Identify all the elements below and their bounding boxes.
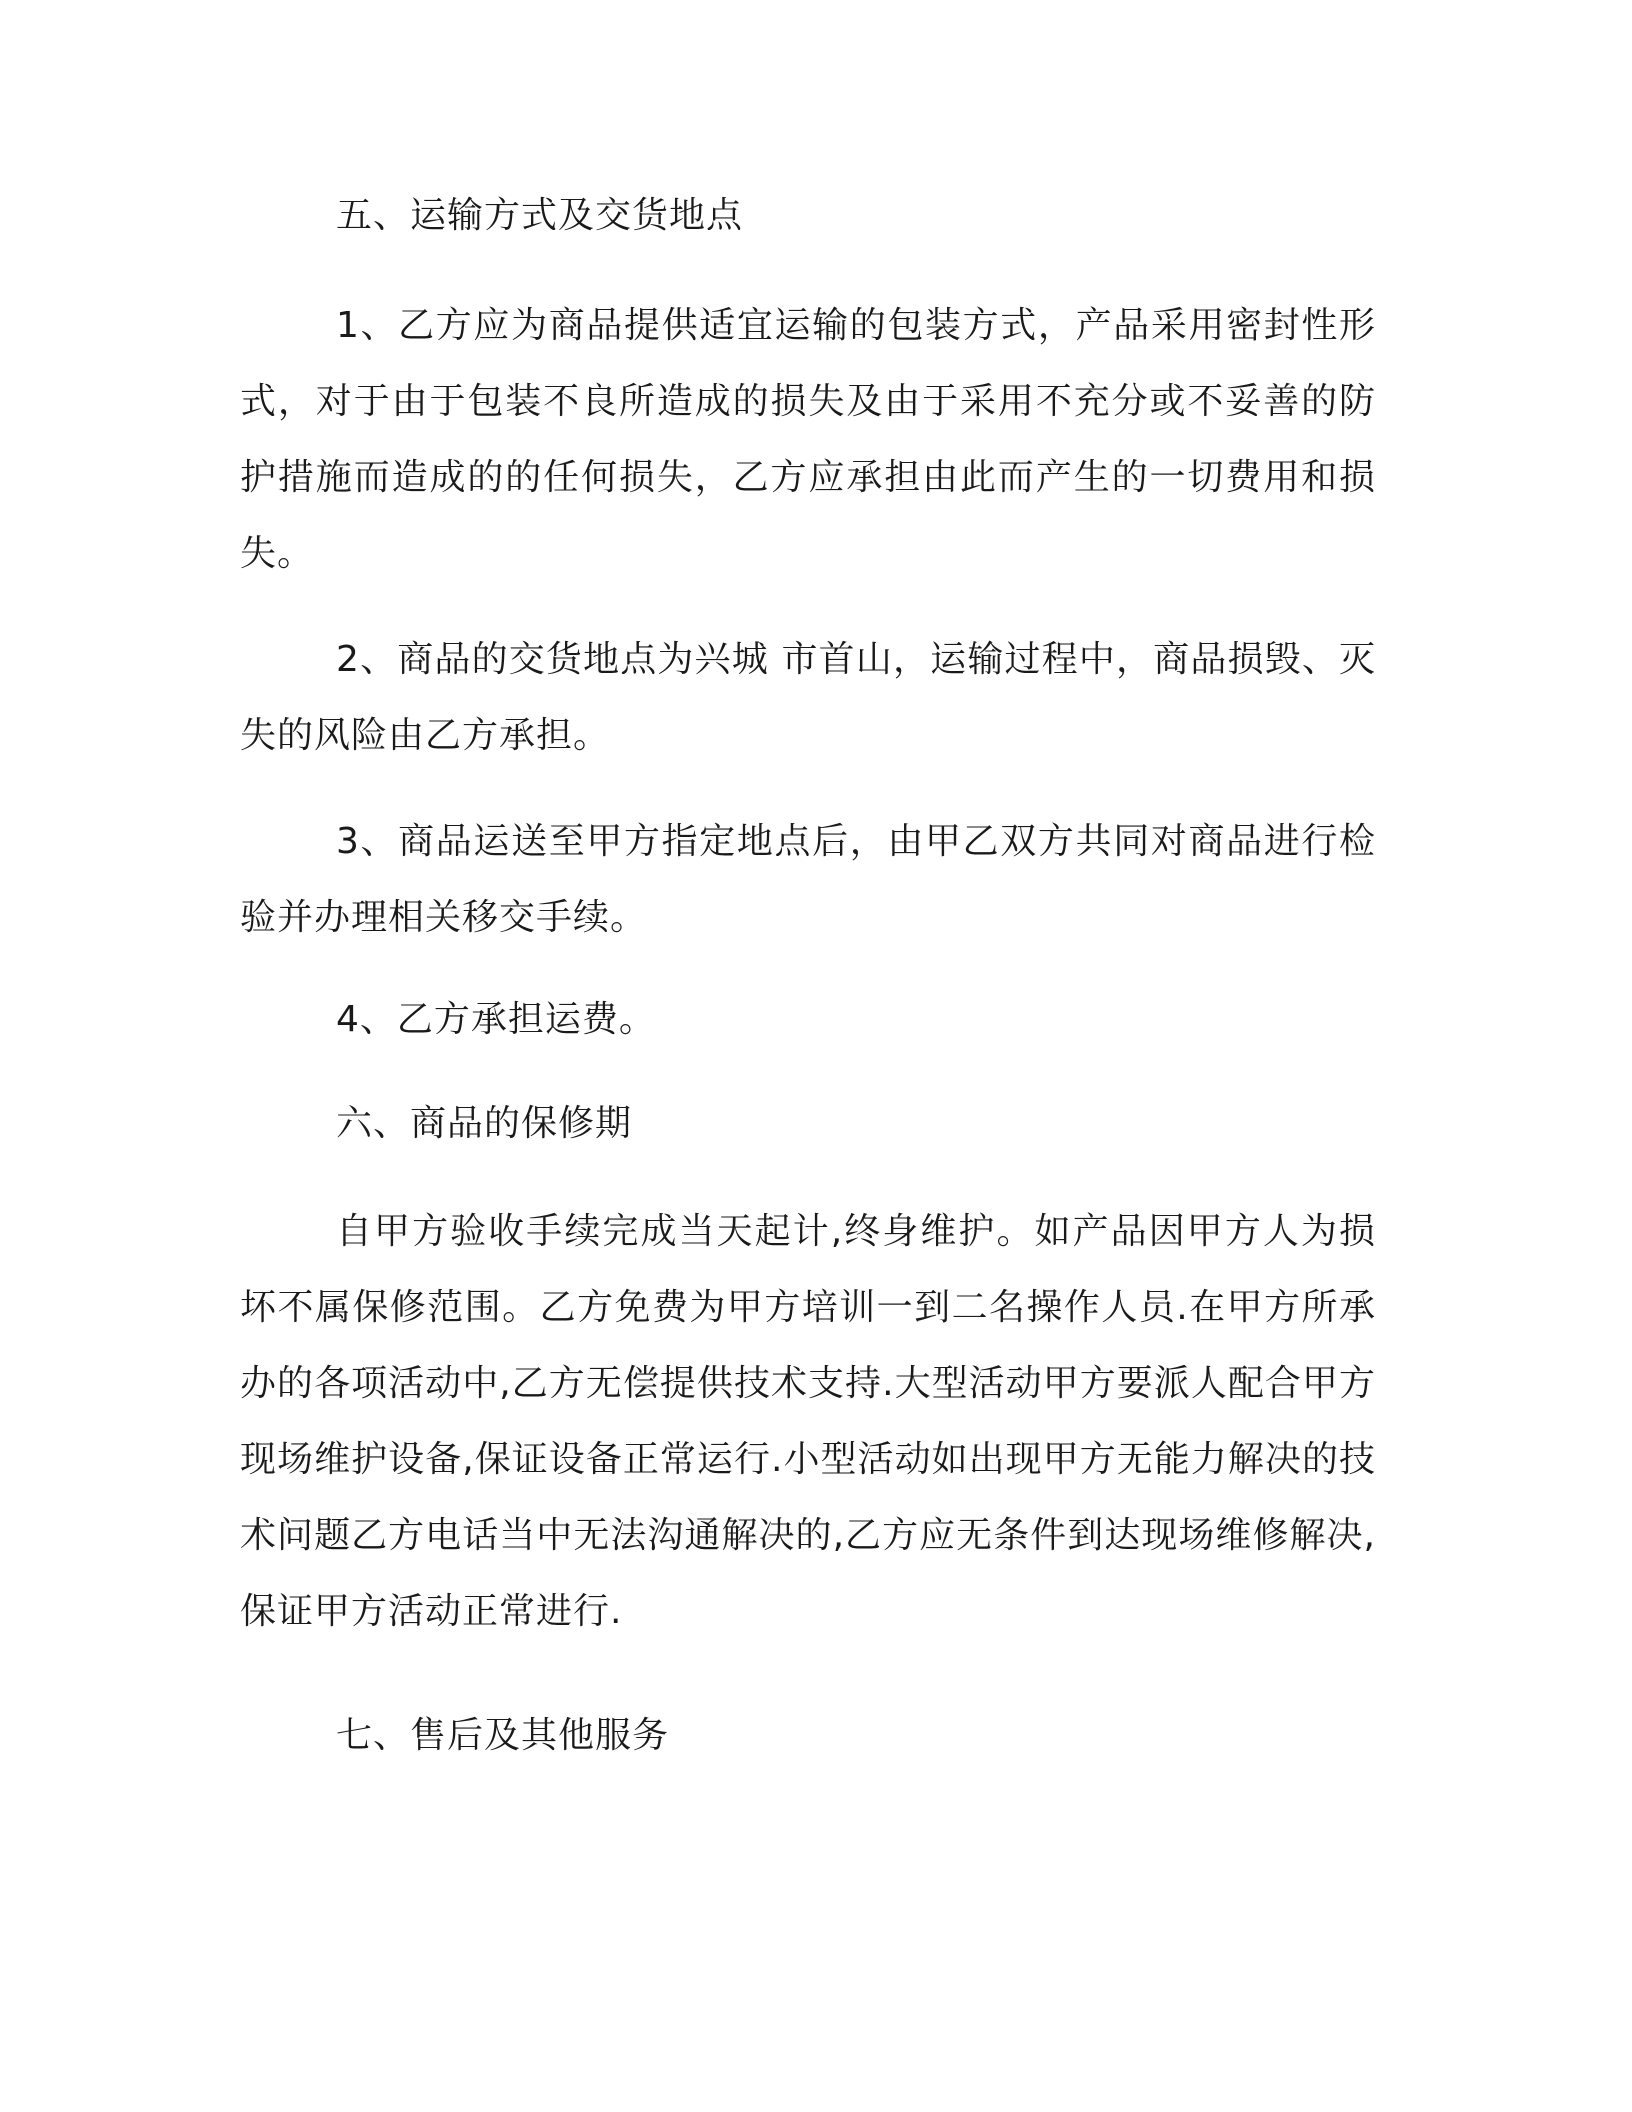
paragraph-inspection: 3、商品运送至甲方指定地点后，由甲乙双方共同对商品进行检验并办理相关移交手续。 [240, 821, 1376, 938]
section-heading-warranty: 六、商品的保修期 [336, 1103, 633, 1144]
paragraph-delivery-location: 2、商品的交货地点为兴城 市首山，运输过程中，商品损毁、灭失的风险由乙方承担。 [240, 639, 1376, 756]
paragraph-warranty: 自甲方验收手续完成当天起计,终身维护。如产品因甲方人为损坏不属保修范围。乙方免费为甲方培训一到二名操作人员.在甲方所承办的各项活动中,乙方无偿提供技术支持.大型活动甲方要派人配合甲方现场维护设备,保证设备正常运行.小型活动如出现甲方无能力解决的技术问题乙方电话当中无法沟通解决的,乙方应无条件到达现场维修解决,保证甲方活动正常进行. [240, 1211, 1376, 1632]
paragraph-packaging: 1、乙方应为商品提供适宜运输的包装方式，产品采用密封性形式，对于由于包装不良所造成的损失及由于采用不充分或不妥善的防护措施而造成的的任何损失，乙方应承担由此而产生的一切费用和损失。 [240, 305, 1376, 574]
document-body [240, 186, 1376, 1808]
section-heading-transport: 五、运输方式及交货地点 [336, 195, 744, 236]
section-heading-after-sales: 七、售后及其他服务 [336, 1715, 670, 1756]
paragraph-freight: 4、乙方承担运费。 [336, 999, 656, 1040]
